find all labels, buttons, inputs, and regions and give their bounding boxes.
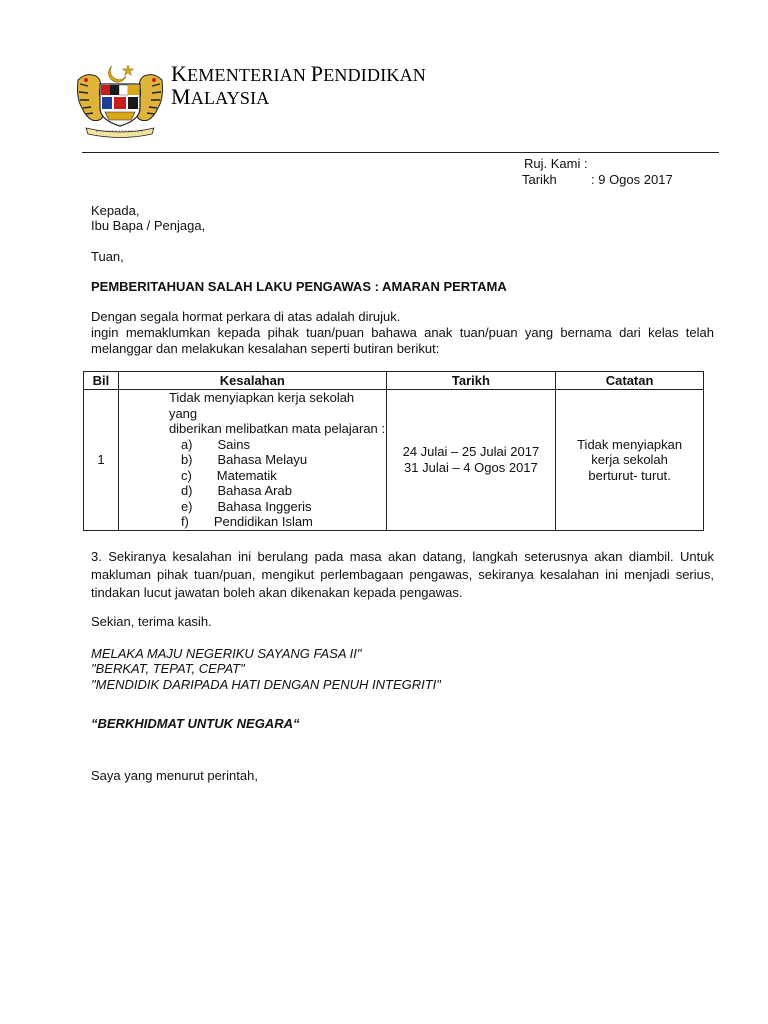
header-tarikh: Tarikh [386,372,556,390]
header-kesalahan: Kesalahan [118,372,386,390]
address-to: Kepada, [91,203,140,218]
catatan-line-2: kerja sekolah [591,452,668,467]
tarikh-range-1: 24 Julai – 25 Julai 2017 [402,444,540,460]
motto-line-2: "BERKAT, TEPAT, CEPAT" [91,661,245,676]
motto-line-3: "MENDIDIK DARIPADA HATI DENGAN PENUH INTEGRITI" [91,677,441,692]
list-item: c) Matematik [180,467,277,483]
list-item: b) Bahasa Melayu [180,452,308,467]
date-label: Tarikh [522,172,557,187]
letter-subject: PEMBERITAHUAN SALAH LAKU PENGAWAS : AMARAN PERTAMA [91,279,507,294]
coat-of-arms-logo [72,62,168,142]
kesalahan-intro-1: Tidak menyiapkan kerja sekolah yang [168,390,355,421]
offence-table [83,371,704,531]
ministry-name-line1: KEMENTERIAN PENDIDIKAN [171,61,426,86]
body-paragraph: ingin memaklumkan kepada pihak tuan/puan bahawa anak tuan/puan yang bernama dari kelas telah melanggar dan melakukan kesalahan seperti butiran berikut: [91,325,714,356]
salutation: Tuan, [91,249,124,264]
list-item: e) Bahasa Inggeris [180,498,312,514]
slogan: “BERKHIDMAT UNTUK NEGARA“ [91,716,300,731]
list-item: f) Pendidikan Islam [180,514,313,529]
table-row [84,390,704,531]
table-header-row [84,372,704,390]
header-catatan: Catatan [556,372,704,390]
body-opening: Dengan segala hormat perkara di atas adalah dirujuk. [91,309,401,324]
date-value: : 9 Ogos 2017 [591,172,673,187]
catatan-line-3: berturut- turut. [588,467,671,483]
address-recipient: Ibu Bapa / Penjaga, [91,218,206,233]
row-bil: 1 [84,390,119,531]
sign-off: Saya yang menurut perintah, [91,768,258,783]
row-catatan [556,390,704,531]
motto-line-1: MELAKA MAJU NEGERIKU SAYANG FASA II" [91,646,362,661]
row-kesalahan [118,390,386,531]
row-tarikh [386,390,556,531]
reference-label: Ruj. Kami : [524,156,588,171]
ministry-name-line2: MALAYSIA [171,84,270,109]
tarikh-range-2: 31 Julai – 4 Ogos 2017 [404,459,538,475]
list-item: d) Bahasa Arab [180,483,292,498]
catatan-line-1: Tidak menyiapkan [577,436,683,452]
subject-list [119,437,386,530]
header-bil: Bil [84,372,119,390]
list-item: a) Sains [180,436,251,452]
header-divider [82,152,719,153]
kesalahan-intro-2: diberikan melibatkan mata pelajaran : [168,421,386,436]
closing-paragraph: 3. Sekiranya kesalahan ini berulang pada masa akan datang, langkah seterusnya akan diambil. Untuk makluman pihak tuan/puan, mengikut perlembagaan pengawas, sekiranya kesalahan ini menjadi serius, tindakan lucut jawatan boleh akan dikenakan kepada pengawas. [91,549,714,600]
closing-thanks: Sekian, terima kasih. [91,614,212,629]
ministry-name [171,63,426,109]
